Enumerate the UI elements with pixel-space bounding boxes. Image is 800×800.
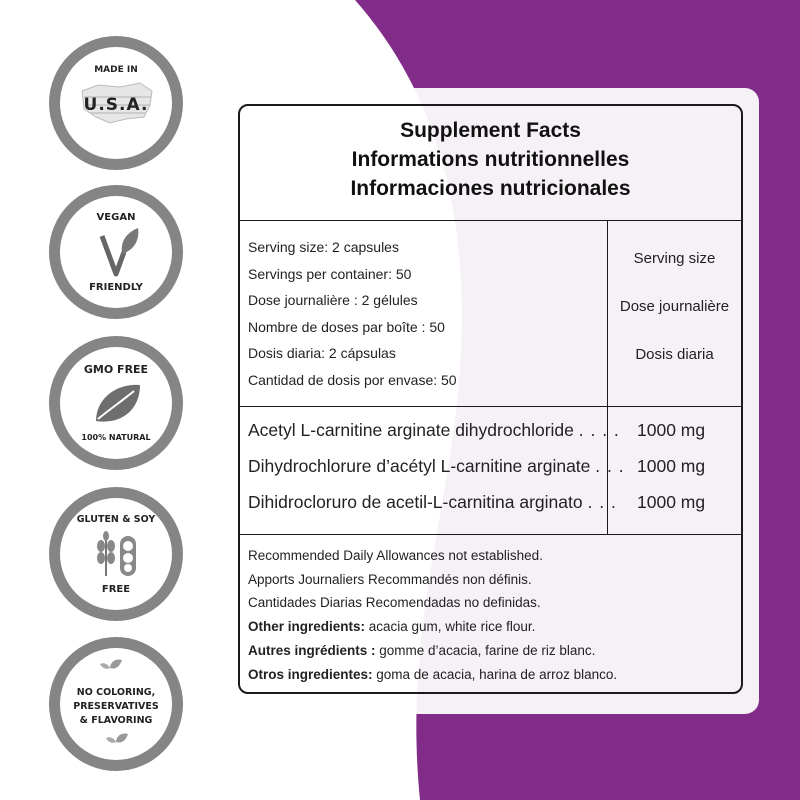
other-ingredients-value: acacia gum, white rice flour. bbox=[365, 619, 536, 635]
ingredient-amount: 1000 mg bbox=[637, 492, 706, 512]
rda-note-es: Cantidades Diarias Recomendadas no definidas. bbox=[248, 595, 541, 611]
made-in-usa-badge bbox=[49, 36, 183, 170]
ingredient-row bbox=[248, 420, 741, 441]
serving-size-header: Serving size bbox=[633, 250, 716, 267]
serving-line: Dose journalière : 2 gélules bbox=[248, 292, 418, 309]
ingredient-name: Dihydrochlorure d’acétyl L-carnitine arginate bbox=[248, 456, 591, 476]
supplement-facts-panel bbox=[238, 104, 743, 694]
serving-line: Dosis diaria: 2 cápsulas bbox=[248, 345, 396, 362]
ingredient-name: Dihidrocloruro de acetil-L-carnitina arginato bbox=[248, 492, 583, 512]
serving-info-list bbox=[248, 234, 457, 394]
badge-bottom-text: FRIENDLY bbox=[89, 282, 143, 293]
badge-line-3: & FLAVORING bbox=[79, 715, 153, 726]
badge-bottom-text: FREE bbox=[101, 584, 131, 595]
ingredient-name: Acetyl L-carnitine arginate dihydrochloride bbox=[248, 420, 574, 440]
leader-dots: . . . bbox=[595, 456, 625, 476]
rda-note-fr: Apports Journaliers Recommandés non définis. bbox=[248, 571, 532, 587]
ingredient-row bbox=[248, 492, 741, 513]
serving-line: Cantidad de dosis por envase: 50 bbox=[248, 371, 457, 388]
leader-dots: . . . bbox=[587, 492, 617, 512]
other-ingredients-es bbox=[248, 663, 737, 687]
serving-section bbox=[240, 220, 741, 407]
serving-line: Servings per container: 50 bbox=[248, 265, 412, 282]
ingredient-row bbox=[248, 456, 741, 477]
vegan-friendly-badge bbox=[49, 185, 183, 319]
facts-header bbox=[240, 106, 741, 221]
badge-bottom-text: 100% NATURAL bbox=[81, 433, 151, 442]
other-ingredients-value: gomme d’acacia, farine de riz blanc. bbox=[375, 642, 596, 658]
badge-top-text: GMO FREE bbox=[83, 363, 149, 376]
leader-dots: . . . . bbox=[578, 420, 620, 440]
dose-header-fr: Dose journalière bbox=[619, 298, 730, 315]
title-english: Supplement Facts bbox=[400, 119, 581, 142]
ingredient-amount: 1000 mg bbox=[637, 456, 706, 476]
gluten-soy-free-badge bbox=[49, 487, 183, 621]
serving-column-header bbox=[608, 220, 741, 406]
badge-top-text: GLUTEN & SOY bbox=[76, 514, 156, 525]
rda-note-en: Recommended Daily Allowances not established. bbox=[248, 548, 543, 563]
gmo-free-badge bbox=[49, 336, 183, 470]
badge-line-1: NO COLORING, bbox=[76, 687, 156, 698]
dose-header-es: Dosis diaria bbox=[635, 346, 714, 363]
other-ingredients-label: Otros ingredientes: bbox=[248, 666, 373, 682]
other-ingredients-label: Other ingredients: bbox=[248, 619, 366, 635]
serving-line: Nombre de doses par boîte : 50 bbox=[248, 318, 445, 335]
notes-section bbox=[248, 544, 737, 686]
other-ingredients-label: Autres ingrédients : bbox=[248, 642, 376, 658]
badge-line-2: PRESERVATIVES bbox=[73, 701, 159, 712]
badge-main-text: U.S.A. bbox=[83, 95, 149, 115]
other-ingredients-en bbox=[248, 615, 737, 639]
badge-top-text: MADE IN bbox=[94, 65, 138, 75]
ingredients-section bbox=[240, 406, 741, 535]
title-spanish: Informaciones nutricionales bbox=[350, 177, 631, 200]
serving-line: Serving size: 2 capsules bbox=[248, 239, 399, 255]
other-ingredients-fr bbox=[248, 639, 737, 663]
other-ingredients-value: goma de acacia, harina de arroz blanco. bbox=[372, 666, 618, 682]
no-additives-badge bbox=[49, 637, 183, 771]
badge-top-text: VEGAN bbox=[96, 212, 136, 223]
ingredient-amount: 1000 mg bbox=[637, 420, 706, 440]
title-french: Informations nutritionnelles bbox=[351, 148, 630, 171]
